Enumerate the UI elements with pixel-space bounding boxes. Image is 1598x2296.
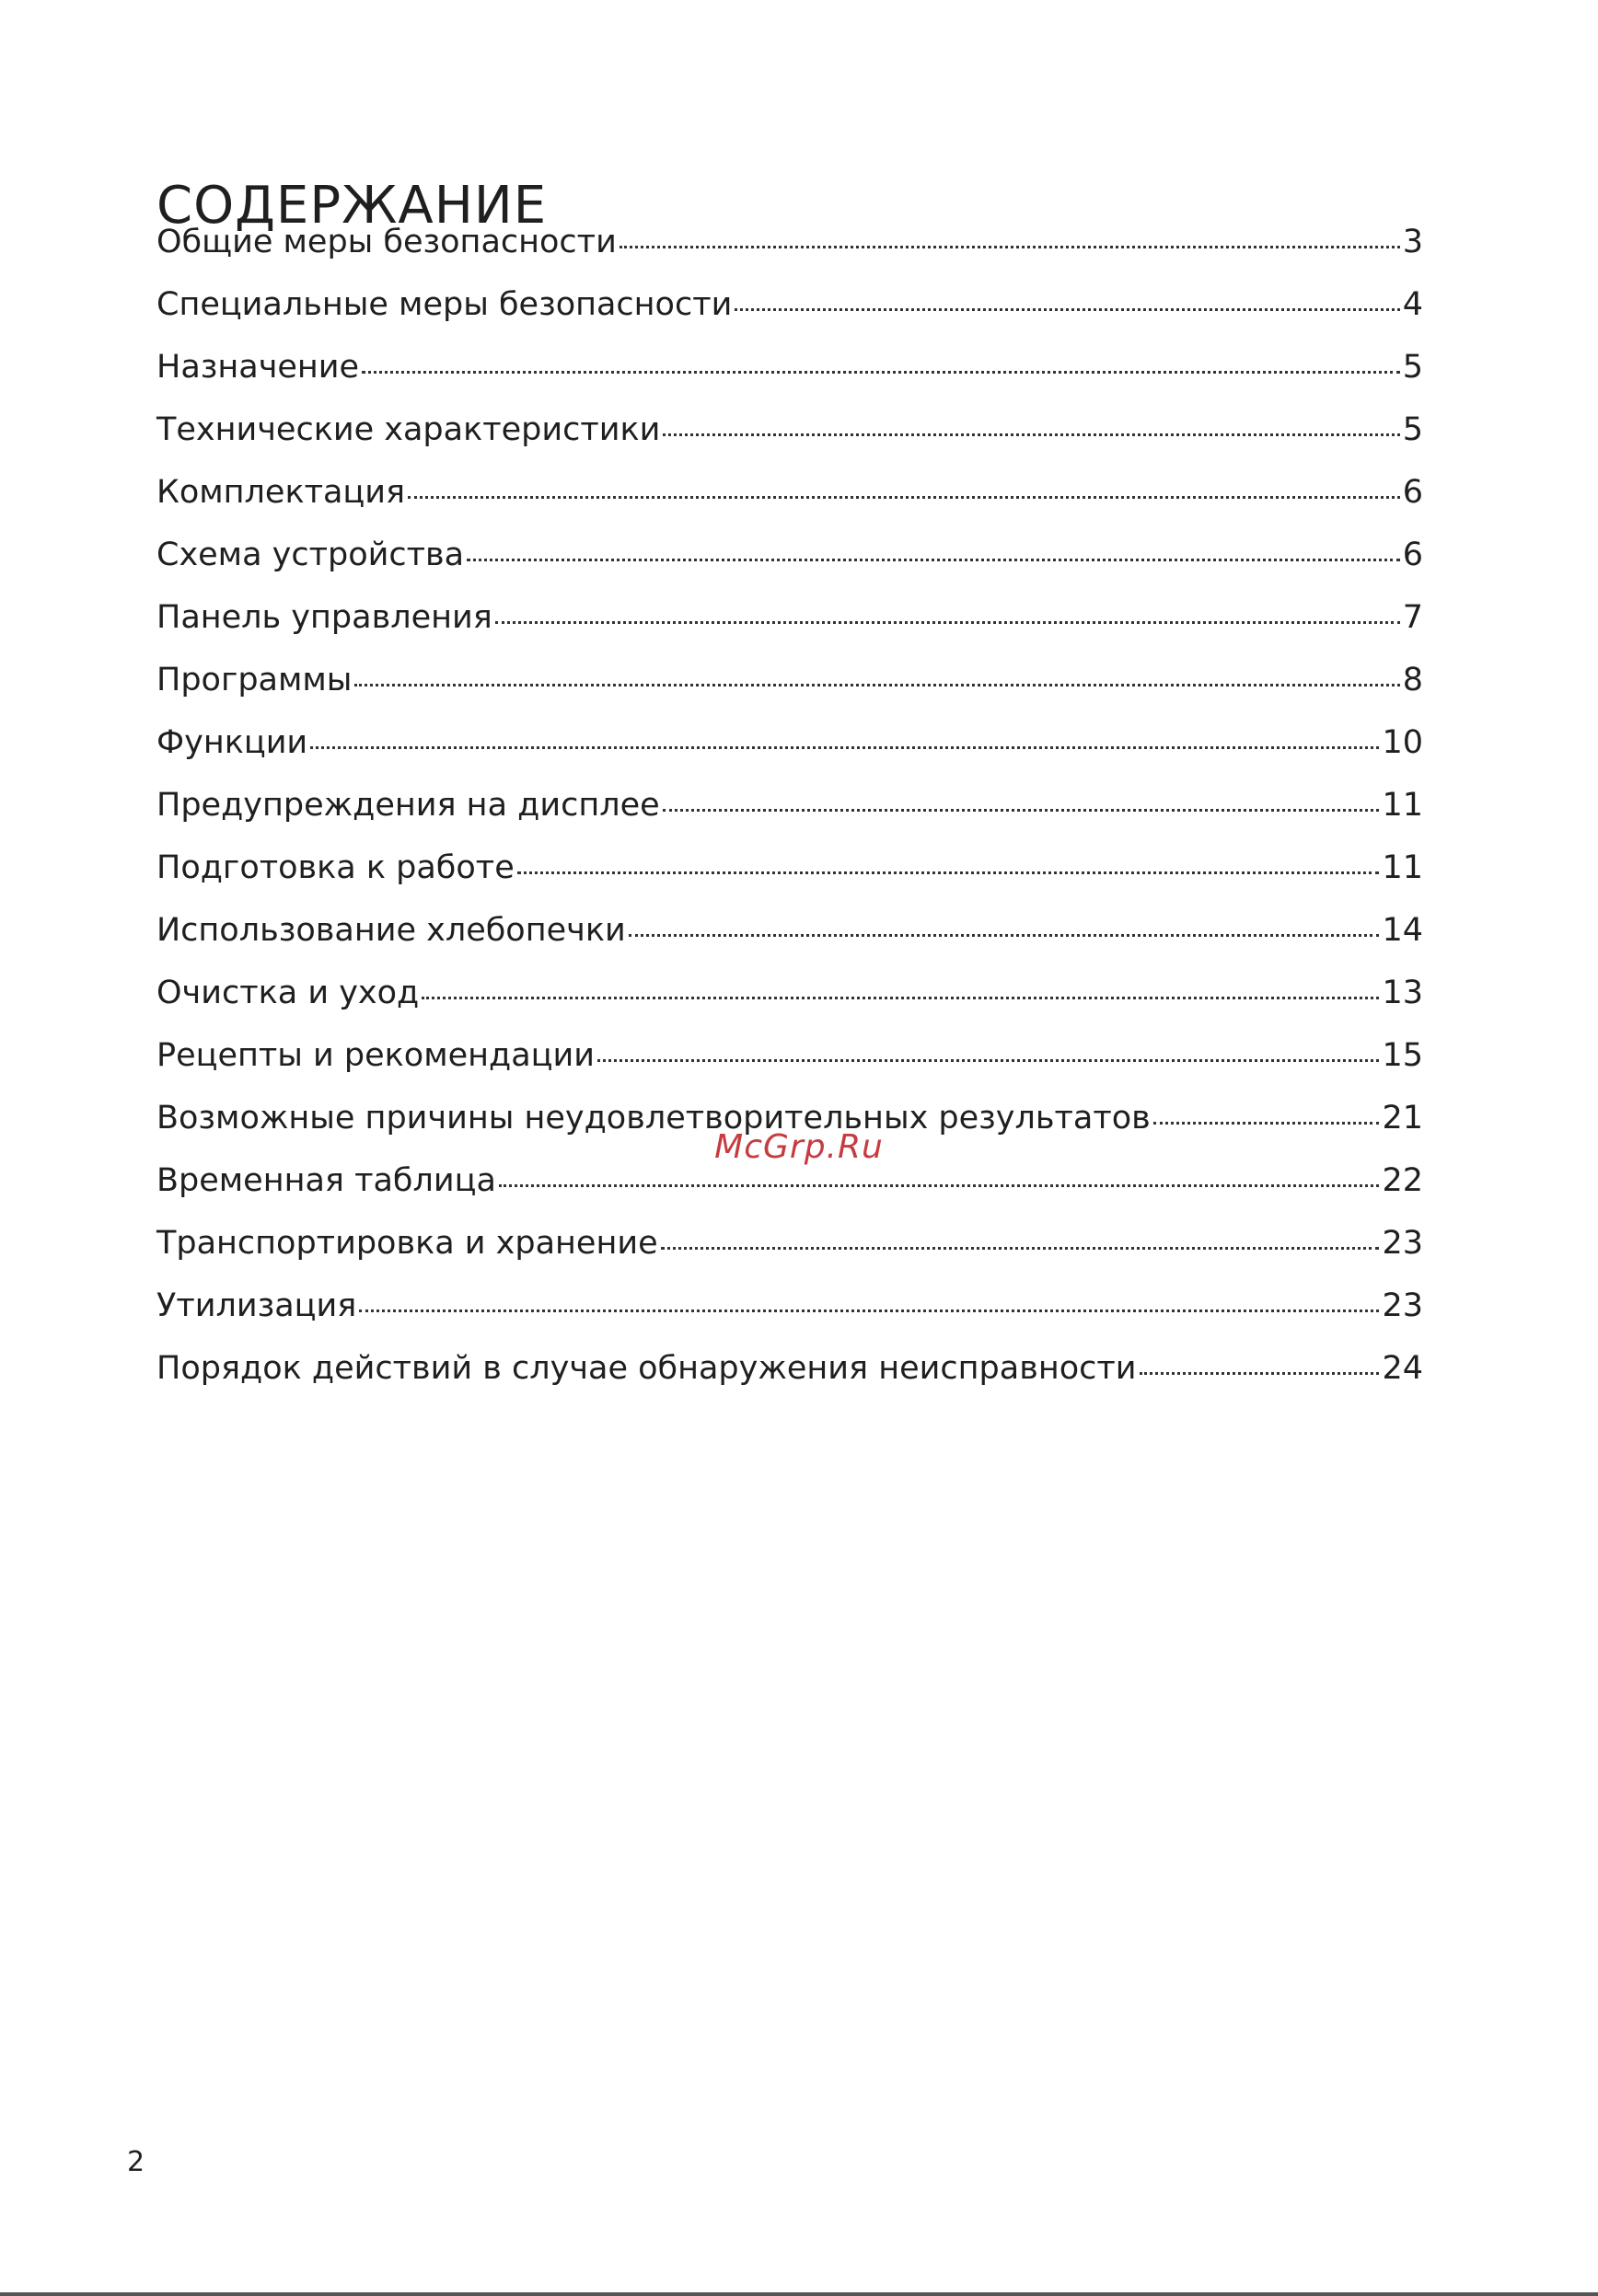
toc-entry[interactable] bbox=[156, 1225, 1423, 1290]
toc-entry-page: 5 bbox=[1402, 349, 1423, 386]
toc-entry-label: Подготовка к работе bbox=[156, 849, 515, 886]
toc-entry-page: 6 bbox=[1402, 474, 1423, 511]
toc-entry-page: 11 bbox=[1382, 787, 1423, 824]
dot-leader bbox=[362, 371, 1400, 374]
dot-leader bbox=[661, 1247, 1380, 1250]
toc-entry[interactable] bbox=[156, 1037, 1423, 1102]
toc-entry-label: Назначение bbox=[156, 349, 360, 386]
toc-entry[interactable] bbox=[156, 912, 1423, 977]
toc-entry-page: 13 bbox=[1382, 975, 1423, 1011]
table-of-contents bbox=[156, 226, 1423, 1415]
toc-entry-label: Программы bbox=[156, 662, 353, 698]
dot-leader bbox=[663, 433, 1399, 436]
dot-leader bbox=[629, 934, 1380, 937]
toc-entry-page: 14 bbox=[1382, 912, 1423, 949]
toc-entry[interactable] bbox=[156, 977, 1423, 1040]
toc-entry-page: 24 bbox=[1382, 1350, 1423, 1387]
toc-entry-page: 23 bbox=[1382, 1225, 1423, 1262]
toc-entry-label: Порядок действий в случае обнаружения неисправности bbox=[156, 1350, 1137, 1387]
toc-entry-page: 23 bbox=[1382, 1287, 1423, 1324]
toc-entry[interactable] bbox=[156, 539, 1423, 602]
dot-leader bbox=[310, 746, 1379, 749]
toc-entry-page: 10 bbox=[1382, 724, 1423, 761]
toc-entry-label: Очистка и уход bbox=[156, 975, 420, 1011]
dot-leader bbox=[359, 1310, 1379, 1312]
toc-entry-page: 3 bbox=[1402, 224, 1423, 260]
toc-entry[interactable] bbox=[156, 1287, 1423, 1353]
dot-leader bbox=[1140, 1372, 1380, 1375]
toc-entry-label: Технические характеристики bbox=[156, 411, 661, 448]
toc-entry-label: Схема устройства bbox=[156, 537, 465, 573]
toc-entry[interactable] bbox=[156, 1350, 1423, 1415]
dot-leader bbox=[408, 496, 1400, 499]
toc-entry-label: Транспортировка и хранение bbox=[156, 1225, 658, 1262]
bottom-divider bbox=[0, 2292, 1598, 2296]
dot-leader bbox=[620, 246, 1400, 248]
toc-entry[interactable] bbox=[156, 849, 1423, 915]
dot-leader bbox=[663, 809, 1380, 812]
toc-entry-label: Комплектация bbox=[156, 474, 406, 511]
dot-leader bbox=[735, 308, 1399, 311]
dot-leader bbox=[422, 997, 1379, 999]
page-number: 2 bbox=[127, 2146, 145, 2178]
toc-entry[interactable] bbox=[156, 474, 1423, 539]
toc-entry-label: Специальные меры безопасности bbox=[156, 286, 733, 323]
toc-entry[interactable] bbox=[156, 599, 1423, 664]
watermark: McGrp.Ru bbox=[714, 1128, 884, 1166]
page-title: СОДЕРЖАНИЕ bbox=[156, 175, 548, 236]
toc-entry-page: 8 bbox=[1402, 662, 1423, 698]
toc-entry-page: 5 bbox=[1402, 411, 1423, 448]
toc-entry[interactable] bbox=[156, 664, 1423, 727]
toc-entry-page: 11 bbox=[1382, 849, 1423, 886]
toc-entry-label: Использование хлебопечки bbox=[156, 912, 626, 949]
toc-entry-page: 22 bbox=[1382, 1162, 1423, 1199]
toc-entry[interactable] bbox=[156, 349, 1423, 414]
toc-entry-label: Предупреждения на дисплее bbox=[156, 787, 660, 824]
dot-leader bbox=[467, 559, 1400, 561]
toc-entry-label: Панель управления bbox=[156, 599, 492, 636]
toc-entry-page: 4 bbox=[1402, 286, 1423, 323]
toc-entry-page: 15 bbox=[1382, 1037, 1423, 1074]
toc-entry-page: 6 bbox=[1402, 537, 1423, 573]
dot-leader bbox=[495, 621, 1400, 624]
dot-leader bbox=[354, 684, 1399, 686]
toc-entry[interactable] bbox=[156, 724, 1423, 790]
toc-entry-label: Утилизация bbox=[156, 1287, 357, 1324]
toc-entry-page: 21 bbox=[1382, 1100, 1423, 1136]
toc-entry-label: Возможные причины неудовлетворительных результатов bbox=[156, 1100, 1151, 1136]
toc-entry[interactable] bbox=[156, 787, 1423, 852]
toc-entry[interactable] bbox=[156, 411, 1423, 477]
dot-leader bbox=[1153, 1122, 1380, 1125]
dot-leader bbox=[499, 1184, 1380, 1187]
toc-entry-label: Рецепты и рекомендации bbox=[156, 1037, 595, 1074]
toc-entry-page: 7 bbox=[1402, 599, 1423, 636]
toc-entry-label: Функции bbox=[156, 724, 308, 761]
dot-leader bbox=[597, 1059, 1379, 1062]
toc-entry[interactable] bbox=[156, 226, 1423, 289]
toc-entry-label: Временная таблица bbox=[156, 1162, 496, 1199]
toc-entry-label: Общие меры безопасности bbox=[156, 224, 617, 260]
toc-entry[interactable] bbox=[156, 286, 1423, 352]
dot-leader bbox=[517, 871, 1380, 874]
toc-entry[interactable] bbox=[156, 1162, 1423, 1228]
